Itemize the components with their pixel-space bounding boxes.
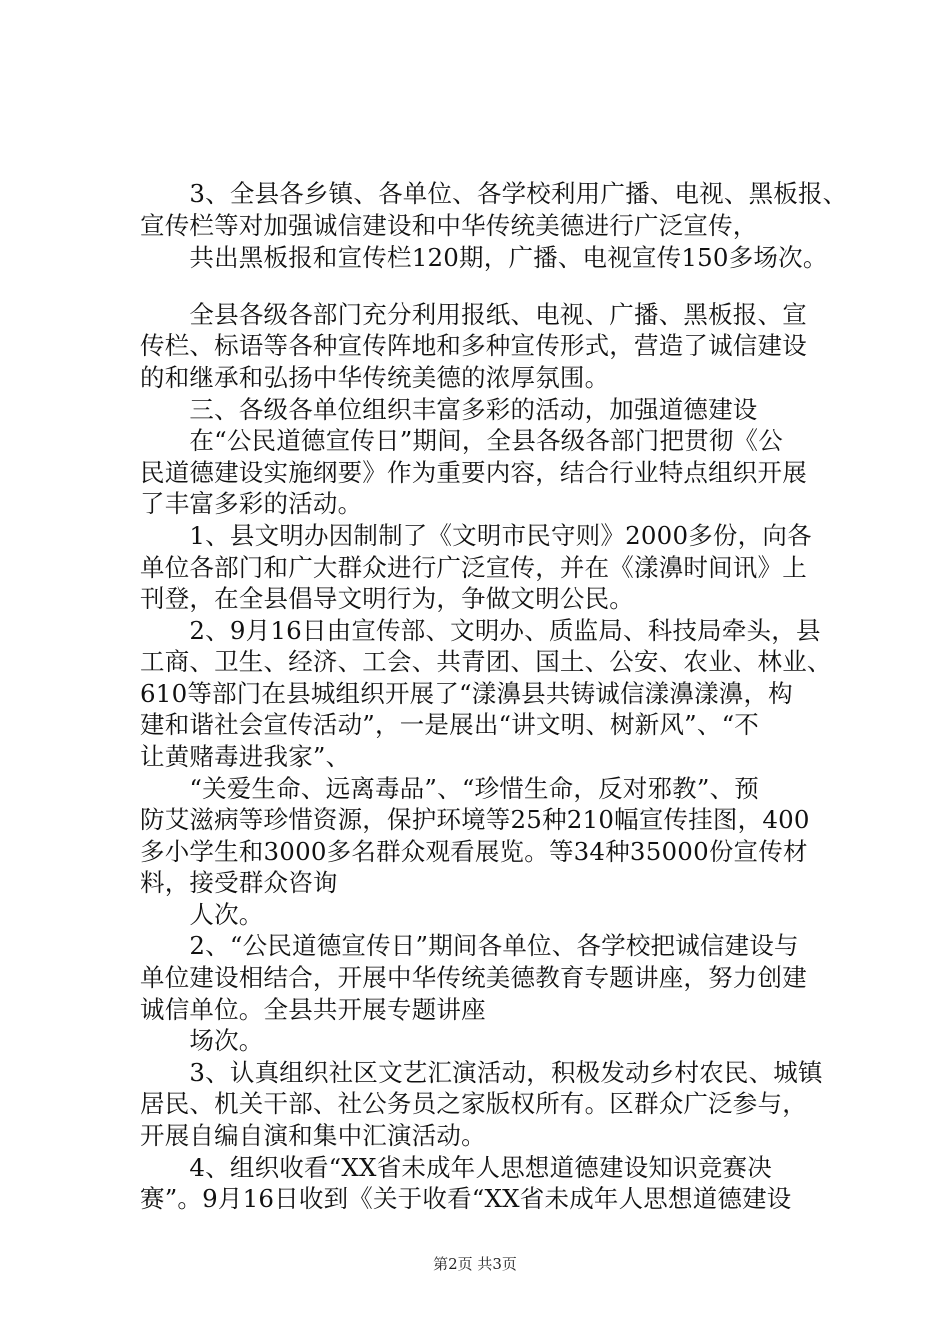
- text-line: 让黄赌毒进我家”、: [140, 742, 351, 771]
- text-line: 开展自编自演和集中汇演活动。: [140, 1121, 486, 1150]
- text-line: “关爱生命、远离毒品”、“珍惜生命，反对邪教”、预: [140, 774, 759, 803]
- text-line: 610等部门在县城组织开展了“漾濞县共铸诚信漾濞漾濞，构: [140, 679, 793, 708]
- text-line: 建和谐社会宣传活动”，一是展出“讲文明、树新风”、“不: [140, 710, 759, 739]
- text-line: 3、认真组织社区文艺汇演活动，积极发动乡村农民、城镇: [140, 1058, 823, 1087]
- text-line: 1、县文明办因制制了《文明市民守则》2000多份，向各: [140, 521, 812, 550]
- text-line: 防艾滋病等珍惜资源，保护环境等25种210幅宣传挂图，400: [140, 805, 810, 834]
- text-line: 在“公民道德宣传日”期间，全县各级各部门把贯彻《公: [140, 426, 783, 455]
- text-line: 单位各部门和广大群众进行广泛宣传，并在《漾濞时间讯》上: [140, 553, 807, 582]
- text-line: 诚信单位。全县共开展专题讲座: [140, 995, 486, 1024]
- text-line: 全县各级各部门充分利用报纸、电视、广播、黑板报、宣: [140, 300, 807, 329]
- text-line: 料，接受群众咨询: [140, 868, 338, 897]
- text-line: 宣传栏等对加强诚信建设和中华传统美德进行广泛宣传，: [140, 211, 758, 240]
- text-line: 2、9月16日由宣传部、文明办、质监局、科技局牵头，县: [140, 616, 821, 645]
- text-line: 居民、机关干部、社公务员之家版权所有。区群众广泛参与，: [140, 1089, 807, 1118]
- text-line: 传栏、标语等各种宣传阵地和多种宣传形式，营造了诚信建设: [140, 331, 807, 360]
- text-line: 共出黑板报和宣传栏120期，广播、电视宣传150多场次。: [140, 243, 828, 272]
- text-line: 人次。: [140, 900, 264, 929]
- text-line: 场次。: [140, 1026, 264, 1055]
- text-line: 了丰富多彩的活动。: [140, 489, 363, 518]
- text-line: 多小学生和3000多名群众观看展览。等34种35000份宣传材: [140, 837, 808, 866]
- section-heading: 三、各级各单位组织丰富多彩的活动，加强道德建设: [140, 395, 758, 424]
- text-line: 赛”。9月16日收到《关于收看“XX省未成年人思想道德建设: [140, 1184, 792, 1213]
- text-line: 2、“公民道德宣传日”期间各单位、各学校把诚信建设与: [140, 931, 799, 960]
- text-line: 4、组织收看“XX省未成年人思想道德建设知识竞赛决: [140, 1153, 772, 1182]
- page-number-footer: 第2页 共3页: [433, 1255, 517, 1273]
- text-line: 刊登，在全县倡导文明行为，争做文明公民。: [140, 584, 634, 613]
- text-line: 的和继承和弘扬中华传统美德的浓厚氛围。: [140, 363, 610, 392]
- text-line: 单位建设相结合，开展中华传统美德教育专题讲座，努力创建: [140, 963, 807, 992]
- text-line: 工商、卫生、经济、工会、共青团、国土、公安、农业、林业、: [140, 647, 832, 676]
- text-line: 民道德建设实施纲要》作为重要内容，结合行业特点组织开展: [140, 458, 807, 487]
- text-line: 3、全县各乡镇、各单位、各学校利用广播、电视、黑板报、: [140, 179, 848, 208]
